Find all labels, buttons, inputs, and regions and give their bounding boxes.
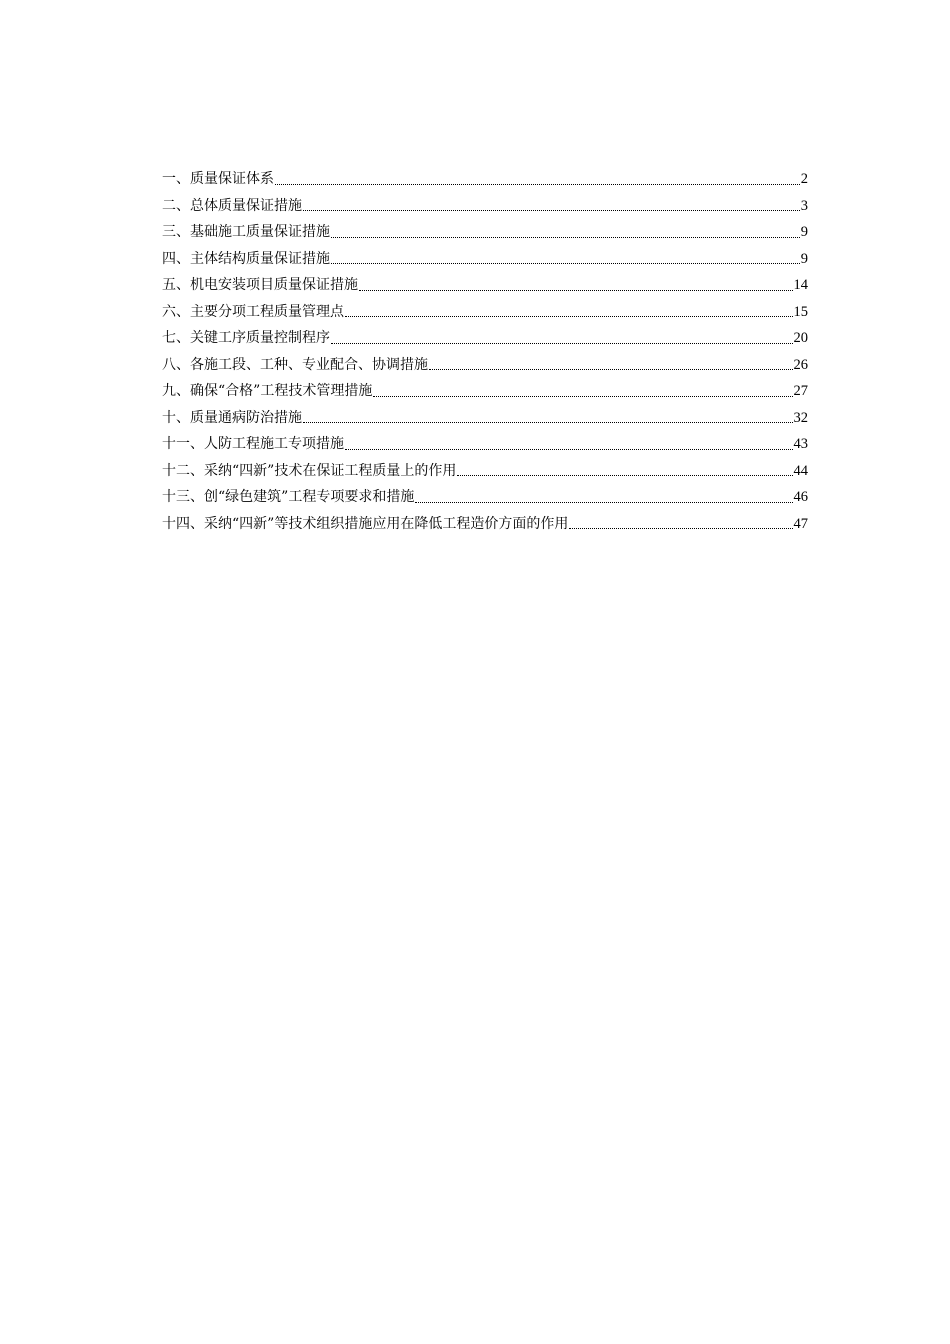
- toc-entry[interactable]: [162, 511, 808, 538]
- toc-entry-title: 十四、采纳“四新”等技术组织措施应用在降低工程造价方面的作用: [162, 515, 569, 532]
- toc-dot-leader: [569, 527, 792, 529]
- toc-entry[interactable]: [162, 405, 808, 432]
- toc-entry[interactable]: [162, 458, 808, 485]
- toc-entry-title: 十、质量通病防治措施: [162, 409, 302, 426]
- toc-entry-page: 3: [800, 197, 808, 214]
- toc-entry-page: 20: [793, 330, 808, 346]
- toc-entry-title: 十一、人防工程施工专项措施: [162, 436, 344, 452]
- toc-dot-leader: [373, 395, 792, 397]
- toc-entry-title: 八、各施工段、工种、专业配合、协调措施: [162, 356, 428, 373]
- toc-entry[interactable]: [162, 272, 808, 299]
- toc-entry-title: 十二、采纳“四新”技术在保证工程质量上的作用: [162, 462, 457, 479]
- table-of-contents: [162, 166, 808, 537]
- toc-entry[interactable]: [162, 484, 808, 511]
- toc-entry-page: 14: [793, 277, 808, 293]
- toc-entry-page: 32: [793, 409, 808, 426]
- toc-dot-leader: [345, 315, 793, 317]
- toc-entry-title: 四、主体结构质量保证措施: [162, 250, 330, 267]
- toc-entry-page: 2: [800, 171, 808, 187]
- toc-entry-page: 26: [793, 356, 808, 373]
- toc-entry-title: 二、总体质量保证措施: [162, 197, 302, 214]
- toc-entry[interactable]: [162, 431, 808, 458]
- toc-dot-leader: [345, 448, 793, 450]
- toc-entry[interactable]: [162, 325, 808, 352]
- toc-entry-page: 44: [793, 462, 808, 479]
- toc-entry-title: 一、质量保证体系: [162, 171, 274, 187]
- toc-entry-page: 47: [793, 515, 808, 532]
- toc-entry[interactable]: [162, 219, 808, 246]
- toc-entry-title: 十三、创“绿色建筑”工程专项要求和措施: [162, 489, 415, 505]
- toc-entry[interactable]: [162, 378, 808, 405]
- toc-dot-leader: [429, 368, 793, 370]
- toc-entry-page: 9: [800, 224, 808, 240]
- toc-entry[interactable]: [162, 246, 808, 273]
- toc-entry-page: 27: [793, 383, 808, 399]
- toc-dot-leader: [303, 421, 793, 423]
- toc-dot-leader: [457, 474, 792, 476]
- toc-entry-page: 43: [793, 436, 808, 452]
- toc-entry-title: 九、确保“合格”工程技术管理措施: [162, 383, 373, 399]
- toc-entry-page: 15: [793, 303, 808, 320]
- toc-dot-leader: [331, 236, 800, 238]
- toc-dot-leader: [275, 183, 800, 185]
- toc-entry-title: 五、机电安装项目质量保证措施: [162, 277, 358, 293]
- toc-entry-title: 三、基础施工质量保证措施: [162, 224, 330, 240]
- toc-entry-page: 46: [793, 489, 808, 505]
- toc-dot-leader: [359, 289, 793, 291]
- toc-entry-page: 9: [800, 250, 808, 267]
- toc-dot-leader: [415, 501, 792, 503]
- toc-entry-title: 六、主要分项工程质量管理点: [162, 303, 344, 320]
- toc-dot-leader: [331, 342, 793, 344]
- toc-dot-leader: [303, 209, 800, 211]
- toc-entry[interactable]: [162, 166, 808, 193]
- toc-dot-leader: [331, 262, 800, 264]
- toc-entry[interactable]: [162, 352, 808, 379]
- toc-entry[interactable]: [162, 193, 808, 220]
- toc-entry[interactable]: [162, 299, 808, 326]
- toc-entry-title: 七、关键工序质量控制程序: [162, 330, 330, 346]
